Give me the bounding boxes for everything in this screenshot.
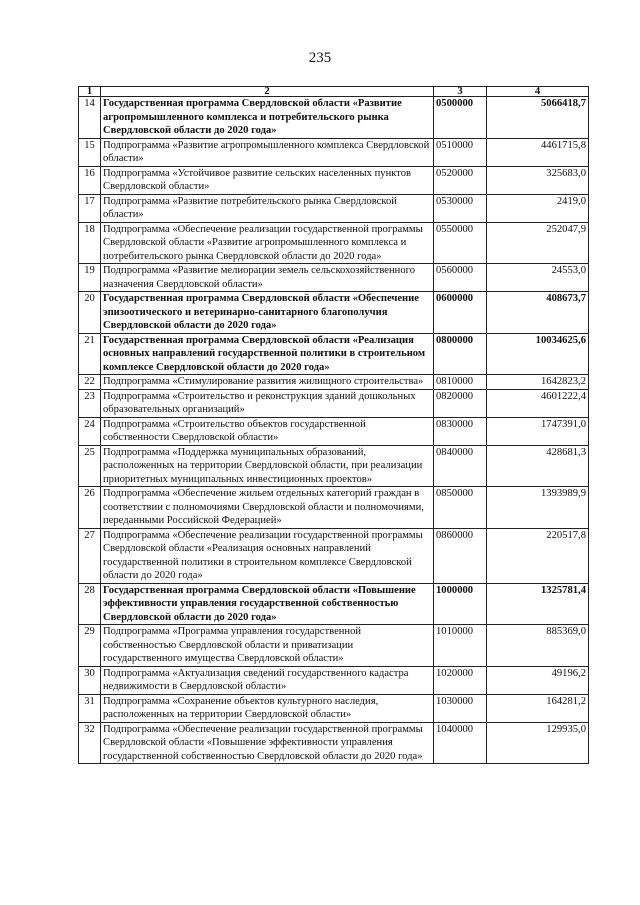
program-name: Подпрограмма «Сохранение объектов культурного наследия, расположенных на территории Свердловской области»	[101, 694, 434, 722]
row-number: 21	[79, 333, 101, 375]
program-code: 0530000	[434, 194, 487, 222]
header-col-3: 3	[434, 87, 487, 97]
program-name: Подпрограмма «Обеспечение реализации государственной программы Свердловской области «Развитие агропромышленного комплекса и потребительского рынка Свердловской области до 2020 года»	[101, 222, 434, 264]
amount: 1747391,0	[487, 417, 589, 445]
row-number: 17	[79, 194, 101, 222]
budget-table	[78, 86, 589, 764]
table-row	[79, 166, 589, 194]
amount: 885369,0	[487, 625, 589, 667]
amount: 24553,0	[487, 264, 589, 292]
amount: 4601222,4	[487, 389, 589, 417]
amount: 1393989,9	[487, 487, 589, 529]
table-row	[79, 417, 589, 445]
program-code: 0510000	[434, 138, 487, 166]
program-name: Государственная программа Свердловской области «Обеспечение эпизоотического и ветеринарно-санитарного благополучия Свердловской области до 2020 года»	[101, 292, 434, 334]
program-code: 0860000	[434, 528, 487, 583]
program-code: 0850000	[434, 487, 487, 529]
program-name: Подпрограмма «Строительство объектов государственной собственности Свердловской области»	[101, 417, 434, 445]
program-code: 1020000	[434, 666, 487, 694]
program-name: Государственная программа Свердловской области «Повышение эффективности управления государственной собственностью Свердловской области до 2020 года»	[101, 583, 434, 625]
amount: 4461715,8	[487, 138, 589, 166]
row-number: 24	[79, 417, 101, 445]
amount: 408673,7	[487, 292, 589, 334]
table-row	[79, 722, 589, 764]
table-row	[79, 528, 589, 583]
program-code: 0560000	[434, 264, 487, 292]
amount: 2419,0	[487, 194, 589, 222]
table-row	[79, 292, 589, 334]
table-body	[79, 97, 589, 764]
amount: 1642823,2	[487, 375, 589, 390]
table-row	[79, 583, 589, 625]
amount: 129935,0	[487, 722, 589, 764]
row-number: 19	[79, 264, 101, 292]
program-name: Подпрограмма «Актуализация сведений государственного кадастра недвижимости в Свердловской области»	[101, 666, 434, 694]
table-row	[79, 487, 589, 529]
amount: 220517,8	[487, 528, 589, 583]
row-number: 32	[79, 722, 101, 764]
program-name: Подпрограмма «Обеспечение жильем отдельных категорий граждан в соответствии с полномочиями Свердловской области и полномочиями, переданными Российской Федерацией»	[101, 487, 434, 529]
page-number: 235	[308, 50, 332, 66]
row-number: 30	[79, 666, 101, 694]
row-number: 28	[79, 583, 101, 625]
row-number: 15	[79, 138, 101, 166]
table-row	[79, 138, 589, 166]
row-number: 25	[79, 445, 101, 487]
program-code: 0500000	[434, 97, 487, 139]
program-name: Подпрограмма «Развитие мелиорации земель сельскохозяйственного назначения Свердловской области»	[101, 264, 434, 292]
program-code: 0550000	[434, 222, 487, 264]
program-name: Государственная программа Свердловской области «Развитие агропромышленного комплекса и потребительского рынка Свердловской области до 2020 года»	[101, 97, 434, 139]
program-code: 1010000	[434, 625, 487, 667]
program-code: 0800000	[434, 333, 487, 375]
table-row	[79, 194, 589, 222]
program-code: 0600000	[434, 292, 487, 334]
program-code: 1000000	[434, 583, 487, 625]
table-row	[79, 445, 589, 487]
table-header-row	[79, 87, 589, 97]
program-name: Подпрограмма «Программа управления государственной собственностью Свердловской области и приватизации государственного имущества Свердловской области»	[101, 625, 434, 667]
row-number: 31	[79, 694, 101, 722]
row-number: 20	[79, 292, 101, 334]
program-name: Подпрограмма «Развитие потребительского рынка Свердловской области»	[101, 194, 434, 222]
row-number: 29	[79, 625, 101, 667]
program-name: Подпрограмма «Стимулирование развития жилищного строительства»	[101, 375, 434, 390]
program-name: Подпрограмма «Обеспечение реализации государственной программы Свердловской области «Реализация основных направлений государственной политики в строительном комплексе Свердловской области до 2020 года»	[101, 528, 434, 583]
program-name: Подпрограмма «Развитие агропромышленного комплекса Свердловской области»	[101, 138, 434, 166]
amount: 325683,0	[487, 166, 589, 194]
row-number: 22	[79, 375, 101, 390]
row-number: 18	[79, 222, 101, 264]
amount: 428681,3	[487, 445, 589, 487]
row-number: 16	[79, 166, 101, 194]
header-col-2: 2	[101, 87, 434, 97]
table-row	[79, 694, 589, 722]
amount: 1325781,4	[487, 583, 589, 625]
amount: 10034625,6	[487, 333, 589, 375]
program-name: Государственная программа Свердловской области «Реализация основных направлений государственной политики в строительном комплексе Свердловской области до 2020 года»	[101, 333, 434, 375]
program-code: 1030000	[434, 694, 487, 722]
program-code: 0520000	[434, 166, 487, 194]
amount: 164281,2	[487, 694, 589, 722]
program-code: 0810000	[434, 375, 487, 390]
table-row	[79, 389, 589, 417]
table-row	[79, 264, 589, 292]
table-row	[79, 625, 589, 667]
program-name: Подпрограмма «Строительство и реконструкция зданий дошкольных образовательных организаций»	[101, 389, 434, 417]
program-code: 0840000	[434, 445, 487, 487]
table-row	[79, 222, 589, 264]
program-code: 0820000	[434, 389, 487, 417]
row-number: 14	[79, 97, 101, 139]
program-name: Подпрограмма «Устойчивое развитие сельских населенных пунктов Свердловской области»	[101, 166, 434, 194]
header-col-4: 4	[487, 87, 589, 97]
amount: 49196,2	[487, 666, 589, 694]
table-row	[79, 333, 589, 375]
program-code: 0830000	[434, 417, 487, 445]
row-number: 27	[79, 528, 101, 583]
header-col-1: 1	[79, 87, 101, 97]
amount: 5066418,7	[487, 97, 589, 139]
row-number: 23	[79, 389, 101, 417]
row-number: 26	[79, 487, 101, 529]
amount: 252047,9	[487, 222, 589, 264]
table-row	[79, 666, 589, 694]
program-code: 1040000	[434, 722, 487, 764]
table-row	[79, 97, 589, 139]
program-name: Подпрограмма «Обеспечение реализации государственной программы Свердловской области «Повышение эффективности управления государственной собственностью Свердловской области до 2020 года»	[101, 722, 434, 764]
table-row	[79, 375, 589, 390]
program-name: Подпрограмма «Поддержка муниципальных образований, расположенных на территории Свердловской области, при реализации приоритетных муниципальных инвестиционных проектов»	[101, 445, 434, 487]
